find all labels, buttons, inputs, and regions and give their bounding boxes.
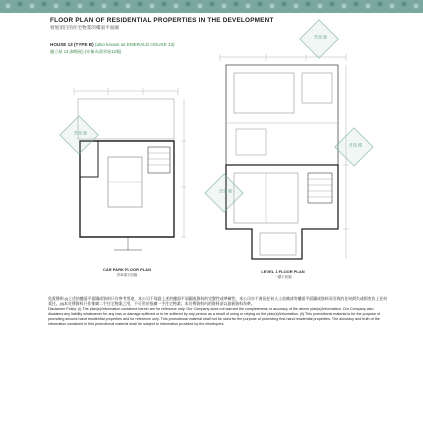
- decorative-banner: [0, 0, 423, 13]
- watermark-text: 普漢 樓: [218, 188, 232, 194]
- car-park-floor-plan: [68, 87, 186, 257]
- car-park-floor-plan-label-chinese: 停車場平面圖: [116, 273, 138, 277]
- floor-plan-page: [40, 13, 390, 430]
- disclaimer: [48, 296, 388, 328]
- page-title-chinese: 發展項目的住宅物業的樓面平面圖: [50, 25, 119, 30]
- watermark-text: 普漢 樓: [73, 130, 87, 136]
- house-heading-chinese: 獨立屋 13 (B類屋) (亦稱為翡翠屋13號): [50, 49, 122, 54]
- house-name: HOUSE 13 (TYPE B): [50, 42, 94, 47]
- car-park-floor-plan-drawing: [68, 87, 186, 257]
- house-heading: [50, 42, 175, 47]
- level-1-floor-plan-label-chinese: 一樓平面圖: [274, 275, 292, 279]
- level-1-floor-plan-drawing: [216, 53, 350, 269]
- house-aka: (also known as EMERALD HOUSE 13): [94, 42, 175, 47]
- disclaimer-english: Disclaimer Policy: (i) The plan(s)/information contained herein are for reference only. Our Company does not warrant the completeness or accuracy of the above plan(s)/information. Our Company also disclaims any liability whatsoever for any loss or damage suffered or to be suffered by any person as a result of using or relying on the plan(s)/information. (ii) This promotional material is for the purpose of promoting second-hand residential properties and for reference only. This promotional material shall not be used for the purpose of promoting first-hand residential properties. The accuracy and truth of the information contained in this promotional material shall be subject to information provided by the developers.: [48, 306, 381, 327]
- watermark-text: 普漢 樓: [348, 142, 362, 148]
- page-title: FLOOR PLAN OF RESIDENTIAL PROPERTIES IN THE DEVELOPMENT: [50, 17, 274, 24]
- disclaimer-chinese: 免責聲明:(i)上述的樓面平面圖或資料只作參考用途，本公司不保證上述的樓面平面圖或資料的完整性或準確性，本公司亦不會因任何人士依賴該等樓面平面圖或資料而引致的任何損失或損害負上任何責任。(ii)本宣傳資料只作推廣二手住宅物業之用，不可用於推廣一手住宅物業；本宣傳資料內的資料須以最新資料為準。: [48, 296, 388, 307]
- level-1-floor-plan-label: LEVEL 1 FLOOR PLAN: [261, 269, 305, 274]
- watermark-text: 普漢 樓: [313, 34, 327, 40]
- level-1-floor-plan: [216, 53, 350, 269]
- car-park-floor-plan-label: CAR PARK FLOOR PLAN: [103, 267, 151, 272]
